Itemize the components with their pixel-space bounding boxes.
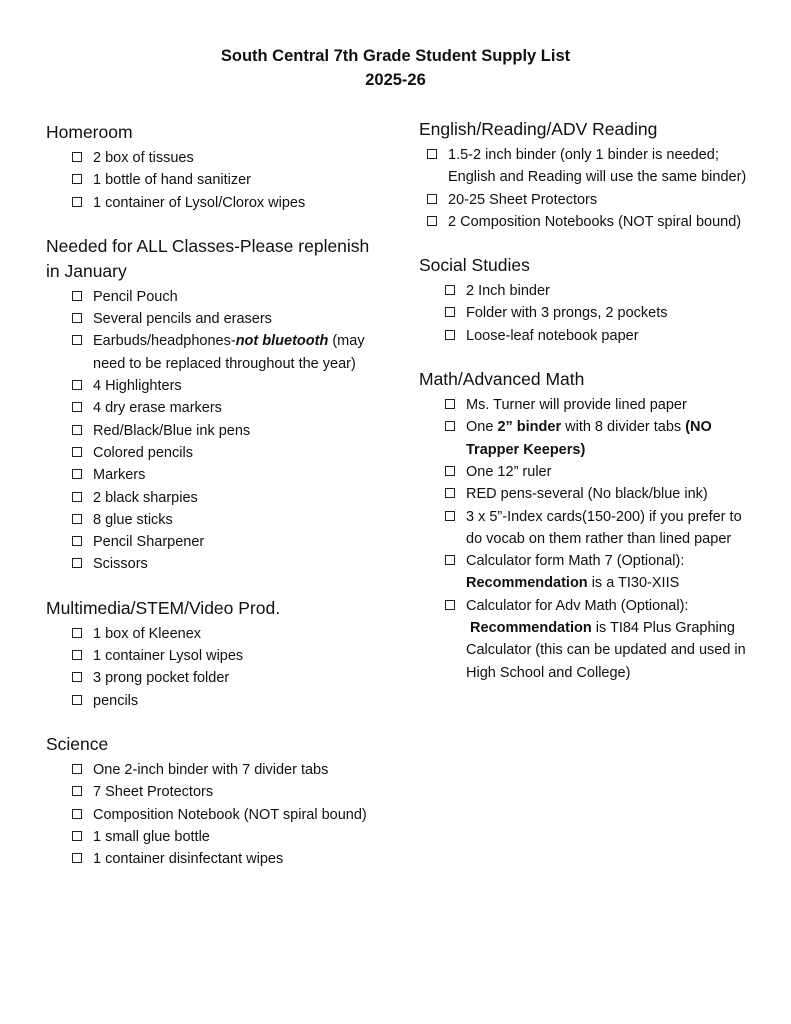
school-year: 2025-26 [365,71,426,89]
item-text: Folder with 3 prongs, 2 pockets [466,305,668,322]
item-text: Red/Black/Blue ink pens [93,422,251,439]
item-text: 1 bottle of hand sanitizer [93,172,251,189]
checkbox[interactable] [72,764,82,774]
checkbox[interactable] [72,425,82,435]
checkbox[interactable] [445,600,455,610]
checklist-all-classes [46,286,376,576]
checklist-social-studies [419,280,759,347]
checkbox[interactable] [427,216,437,226]
left-column [46,120,376,890]
list-item [445,280,759,302]
item-text: One 2-inch binder with 7 divider tabs [93,761,329,778]
list-item [72,169,376,191]
checkbox[interactable] [72,152,82,162]
item-text: 1.5-2 inch binder (only 1 binder is needed; English and Reading will use the same binder) [448,147,747,186]
item-text: 1 small glue bottle [93,828,210,845]
checkbox[interactable] [445,511,455,521]
checkbox[interactable] [427,149,437,159]
checkbox[interactable] [445,399,455,409]
list-item [72,804,376,826]
item-emphasis: Recommendation [466,575,588,592]
checkbox[interactable] [72,831,82,841]
item-text: 2 Composition Notebooks (NOT spiral bound) [448,213,742,230]
document-title: South Central 7th Grade Student Supply List [220,47,571,65]
section-all-classes [46,234,376,576]
item-text: Loose-leaf notebook paper [466,327,639,344]
list-item [72,147,376,169]
list-item [72,509,376,531]
section-title-science: Science [46,733,109,754]
item-text: 2 Inch binder [466,283,550,300]
item-emphasis: not bluetooth [235,333,329,350]
list-item [72,192,376,214]
item-text: 3 prong pocket folder [93,670,230,687]
list-item [72,781,376,803]
item-text: 2 box of tissues [93,150,194,166]
checkbox[interactable] [72,514,82,524]
checklist-science [46,759,376,870]
checkbox[interactable] [72,197,82,207]
item-text: 4 dry erase markers [93,400,222,417]
checkbox[interactable] [72,174,82,184]
checkbox[interactable] [445,307,455,317]
checkbox[interactable] [445,330,455,340]
checklist-multimedia [46,623,376,712]
list-item [72,848,376,870]
item-text: 3 x 5”-Index cards(150-200) if you prefer to do vocab on them rather than lined paper [466,508,742,547]
list-item [72,826,376,848]
section-english [419,117,759,233]
list-item [445,483,759,505]
checklist-math [419,394,759,684]
list-item [72,308,376,330]
item-text: 20-25 Sheet Protectors [448,191,598,208]
list-item [445,461,759,483]
item-emphasis: 2” binder [497,419,562,436]
item-text: 7 Sheet Protectors [93,784,214,801]
item-text: Scissors [93,556,148,573]
checkbox[interactable] [72,447,82,457]
item-text: Calculator for Adv Math (Optional): [466,597,689,614]
checkbox[interactable] [72,469,82,479]
list-item [445,302,759,324]
section-science [46,732,376,870]
item-text: Ms. Turner will provide lined paper [466,397,687,414]
list-item [72,330,376,375]
item-text: 1 box of Kleenex [93,625,202,642]
list-item [427,189,759,211]
item-text: Markers [93,467,146,484]
list-item [445,550,759,595]
item-text: 1 container of Lysol/Clorox wipes [93,194,306,211]
item-text: pencils [93,692,139,709]
checkbox[interactable] [72,650,82,660]
list-item [445,394,759,416]
checklist-english [419,144,759,233]
checkbox[interactable] [72,492,82,502]
item-text: 1 container Lysol wipes [93,648,244,665]
section-title-homeroom: Homeroom [46,122,133,142]
item-text-note: (may need to be replaced throughout the year) [93,333,365,372]
item-text: Colored pencils [93,444,193,461]
list-item [427,144,759,189]
list-item [72,487,376,509]
document-header [0,44,791,92]
checkbox[interactable] [72,536,82,546]
item-text: One 12” ruler [466,463,552,480]
list-item [445,506,759,551]
list-item [72,442,376,464]
checkbox[interactable] [72,335,82,345]
checkbox[interactable] [72,672,82,682]
list-item [72,286,376,308]
section-title-multimedia: Multimedia/STEM/Video Prod. [46,597,281,618]
list-item [427,211,759,233]
item-text: 1 container disinfectant wipes [93,851,284,868]
item-text: is TI84 Plus Graphing Calculator (this can be updated and used in High School and College) [466,620,746,681]
section-social-studies [419,253,759,347]
list-item [72,464,376,486]
checkbox[interactable] [445,421,455,431]
checkbox[interactable] [445,466,455,476]
checkbox[interactable] [72,402,82,412]
item-text: Pencil Sharpener [93,534,205,551]
checkbox[interactable] [72,786,82,796]
list-item [72,759,376,781]
checkbox[interactable] [72,628,82,638]
checkbox[interactable] [427,194,437,204]
item-text: 8 glue sticks [93,511,173,528]
section-homeroom [46,120,376,214]
checkbox[interactable] [72,695,82,705]
item-text: is a TI30-XIIS [587,575,680,592]
list-item [72,553,376,575]
section-math [419,367,759,684]
checkbox[interactable] [72,853,82,863]
item-text: Composition Notebook (NOT spiral bound) [93,806,367,823]
item-text: 4 Highlighters [93,378,182,395]
section-title-english: English/Reading/ADV Reading [419,119,658,139]
list-item [72,690,376,712]
list-item [445,595,759,684]
checkbox[interactable] [72,313,82,323]
section-title-social-studies: Social Studies [419,255,530,276]
item-text: Calculator form Math 7 (Optional): [466,553,685,570]
list-item [445,325,759,347]
list-item [72,531,376,553]
list-item [72,623,376,645]
item-text: Earbuds/headphones- [93,333,236,350]
list-item [72,420,376,442]
checkbox[interactable] [72,291,82,301]
list-item [445,416,759,461]
item-text: 2 black sharpies [93,489,198,506]
item-text: Several pencils and erasers [93,311,272,328]
list-item [72,375,376,397]
checkbox[interactable] [72,809,82,819]
section-title-math: Math/Advanced Math [419,369,585,390]
checkbox[interactable] [445,555,455,565]
item-emphasis: (NO Trapper Keepers) [466,419,712,458]
item-text: with 8 divider tabs [561,419,686,436]
section-title-all-classes: Needed for ALL Classes-Please replenish in January [46,235,370,281]
checkbox[interactable] [72,380,82,390]
list-item [72,667,376,689]
item-text: One [466,419,498,436]
item-text: Pencil Pouch [93,288,178,305]
checkbox[interactable] [445,285,455,295]
checkbox[interactable] [445,488,455,498]
section-multimedia [46,596,376,712]
list-item [72,397,376,419]
checklist-homeroom [46,147,376,214]
item-text: RED pens-several (No black/blue ink) [466,486,708,503]
item-emphasis: Recommendation [470,620,592,637]
list-item [72,645,376,667]
checkbox[interactable] [72,558,82,568]
right-column [419,117,759,704]
